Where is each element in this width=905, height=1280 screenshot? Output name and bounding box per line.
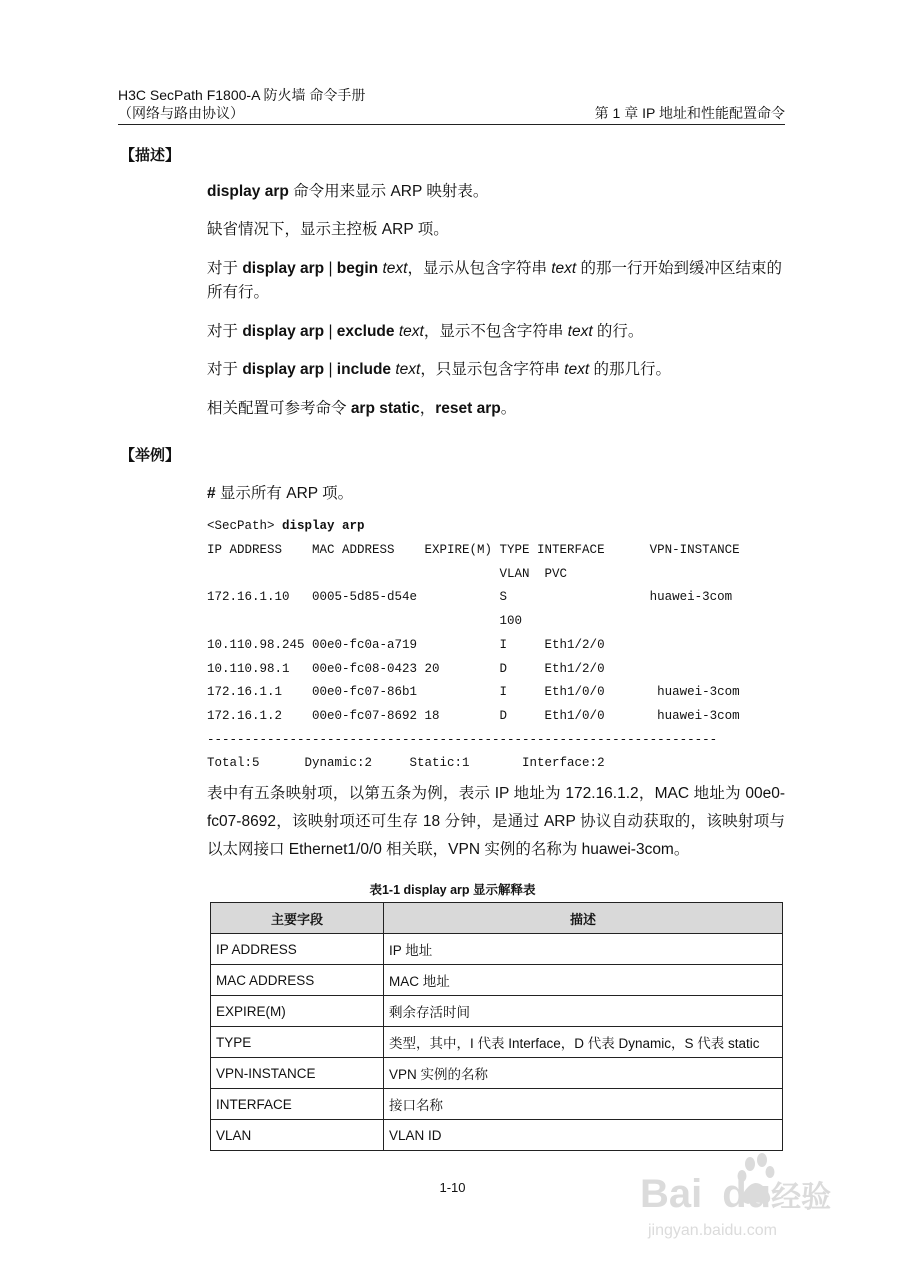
output-line: 172.16.1.2 00e0-fc07-8692 18 D Eth1/0/0 huawei-3com	[207, 708, 740, 723]
output-line: VLAN PVC	[207, 566, 568, 581]
description-paragraph	[207, 218, 785, 242]
section-heading-example: 【举例】	[120, 447, 181, 464]
header-rule	[118, 124, 785, 125]
field-name-cell: IP ADDRESS	[211, 934, 384, 965]
text-run: |	[324, 361, 337, 378]
text-run: display arp	[242, 323, 325, 340]
page-number: 1-10	[439, 1180, 466, 1195]
text-run: 命令用来显示 ARP 映射表。	[288, 183, 489, 200]
table-row	[211, 1120, 783, 1151]
text-run: text	[382, 260, 408, 277]
field-name-cell: TYPE	[211, 1027, 384, 1058]
field-name-cell: VLAN	[211, 1120, 384, 1151]
field-name-cell: MAC ADDRESS	[211, 965, 384, 996]
table-row	[211, 1058, 783, 1089]
text-run: 对于	[207, 361, 243, 378]
text-run: display arp	[242, 260, 325, 277]
text-run: 的行。	[592, 323, 644, 340]
table-row	[211, 934, 783, 965]
text-run: 显示所有 ARP 项。	[215, 485, 354, 502]
text-run: reset arp	[435, 400, 501, 417]
text-run: ，	[419, 400, 436, 417]
field-name-cell: EXPIRE(M)	[211, 996, 384, 1027]
text-run: ，显示不包含字符串	[423, 323, 568, 340]
table-header-row	[211, 903, 783, 934]
output-line: 172.16.1.1 00e0-fc07-86b1 I Eth1/0/0 huawei-3com	[207, 685, 740, 700]
watermark-brand2: du	[722, 1172, 772, 1216]
table-caption: 表1-1 display arp 显示解释表	[369, 883, 536, 897]
text-run: 缺省情况下，显示主控板 ARP 项。	[207, 221, 449, 238]
example-intro	[207, 482, 785, 506]
description-paragraph	[207, 320, 785, 344]
baidu-watermark	[640, 1150, 850, 1250]
output-line: 10.110.98.1 00e0-fc08-0423 20 D Eth1/2/0	[207, 661, 605, 676]
table-header-field: 主要字段	[211, 903, 384, 934]
text-run: 表中有五条映射项，以第五条为例，表示 IP 地址为 172.16.1.2，MAC 地址为 00e0-fc07-8692，该映射项还可生存 18 分钟，是通过 ARP 协议自动获取的，该映射项与以太网接口 Ethernet1/0/0 相关联，VPN 实例的名称为 huawei-3com。	[207, 785, 785, 858]
field-description-cell: 类型，其中，I 代表 Interface，D 代表 Dynamic，S 代表 static	[384, 1027, 783, 1058]
text-run: 对于	[207, 260, 243, 277]
table-row	[211, 965, 783, 996]
cli-command: display arp	[282, 519, 365, 533]
output-line: Total:5 Dynamic:2 Static:1 Interface:2	[207, 756, 605, 771]
watermark-brand: Bai	[640, 1172, 703, 1216]
text-run: |	[324, 323, 337, 340]
output-line: --------------------------------------------------------------------	[207, 732, 718, 747]
output-line: 100	[207, 614, 523, 629]
cli-prompt: <SecPath>	[207, 519, 283, 533]
watermark-url: jingyan.baidu.com	[648, 1222, 777, 1239]
text-run: text	[567, 323, 593, 340]
text-run: include	[336, 361, 392, 378]
section-heading-description: 【描述】	[120, 147, 181, 164]
text-run: exclude	[336, 323, 395, 340]
table-row	[211, 996, 783, 1027]
table-header-description: 描述	[384, 903, 783, 934]
text-run: text	[395, 361, 421, 378]
text-run: ，只显示包含字符串	[420, 361, 565, 378]
text-run: ，显示从包含字符串	[407, 260, 552, 277]
text-run: text	[551, 260, 577, 277]
text-run: arp static	[350, 400, 420, 417]
field-name-cell: INTERFACE	[211, 1089, 384, 1120]
description-paragraph	[207, 358, 785, 382]
text-run: #	[207, 485, 216, 502]
header-chapter: 第 1 章 IP 地址和性能配置命令	[594, 105, 785, 121]
text-run: begin	[336, 260, 379, 277]
output-line: 172.16.1.10 0005-5d85-d54e S huawei-3com	[207, 590, 733, 605]
field-name-cell: VPN-INSTANCE	[211, 1058, 384, 1089]
field-description-cell: 剩余存活时间	[384, 996, 783, 1027]
text-run: 。	[500, 400, 517, 417]
text-run: 的那一行开始到缓冲区结束的所有行。	[207, 260, 783, 301]
table-row	[211, 1089, 783, 1120]
text-run: text	[564, 361, 590, 378]
table-row	[211, 1027, 783, 1058]
field-table	[210, 902, 783, 1151]
text-run: display arp	[242, 361, 325, 378]
text-run: |	[324, 260, 337, 277]
header-title: H3C SecPath F1800-A 防火墙 命令手册	[118, 87, 366, 103]
field-description-cell: 接口名称	[384, 1089, 783, 1120]
command-line	[207, 519, 365, 533]
text-run: 的那几行。	[589, 361, 671, 378]
example-explanation	[207, 780, 785, 864]
description-paragraph	[207, 180, 785, 204]
description-paragraph	[207, 397, 785, 421]
text-run: text	[398, 323, 424, 340]
watermark-suffix: 经验	[771, 1181, 832, 1214]
header-subtitle: （网络与路由协议）	[118, 105, 244, 121]
field-description-cell: VLAN ID	[384, 1120, 783, 1151]
output-line: 10.110.98.245 00e0-fc0a-a719 I Eth1/2/0	[207, 637, 605, 652]
field-description-cell: IP 地址	[384, 934, 783, 965]
field-description-cell: MAC 地址	[384, 965, 783, 996]
output-line: IP ADDRESS MAC ADDRESS EXPIRE(M) TYPE INTERFACE VPN-INSTANCE	[207, 543, 740, 557]
text-run: 对于	[207, 323, 243, 340]
field-description-cell: VPN 实例的名称	[384, 1058, 783, 1089]
description-paragraph	[207, 257, 785, 305]
text-run: 相关配置可参考命令	[207, 400, 351, 417]
text-run: display arp	[207, 183, 289, 200]
